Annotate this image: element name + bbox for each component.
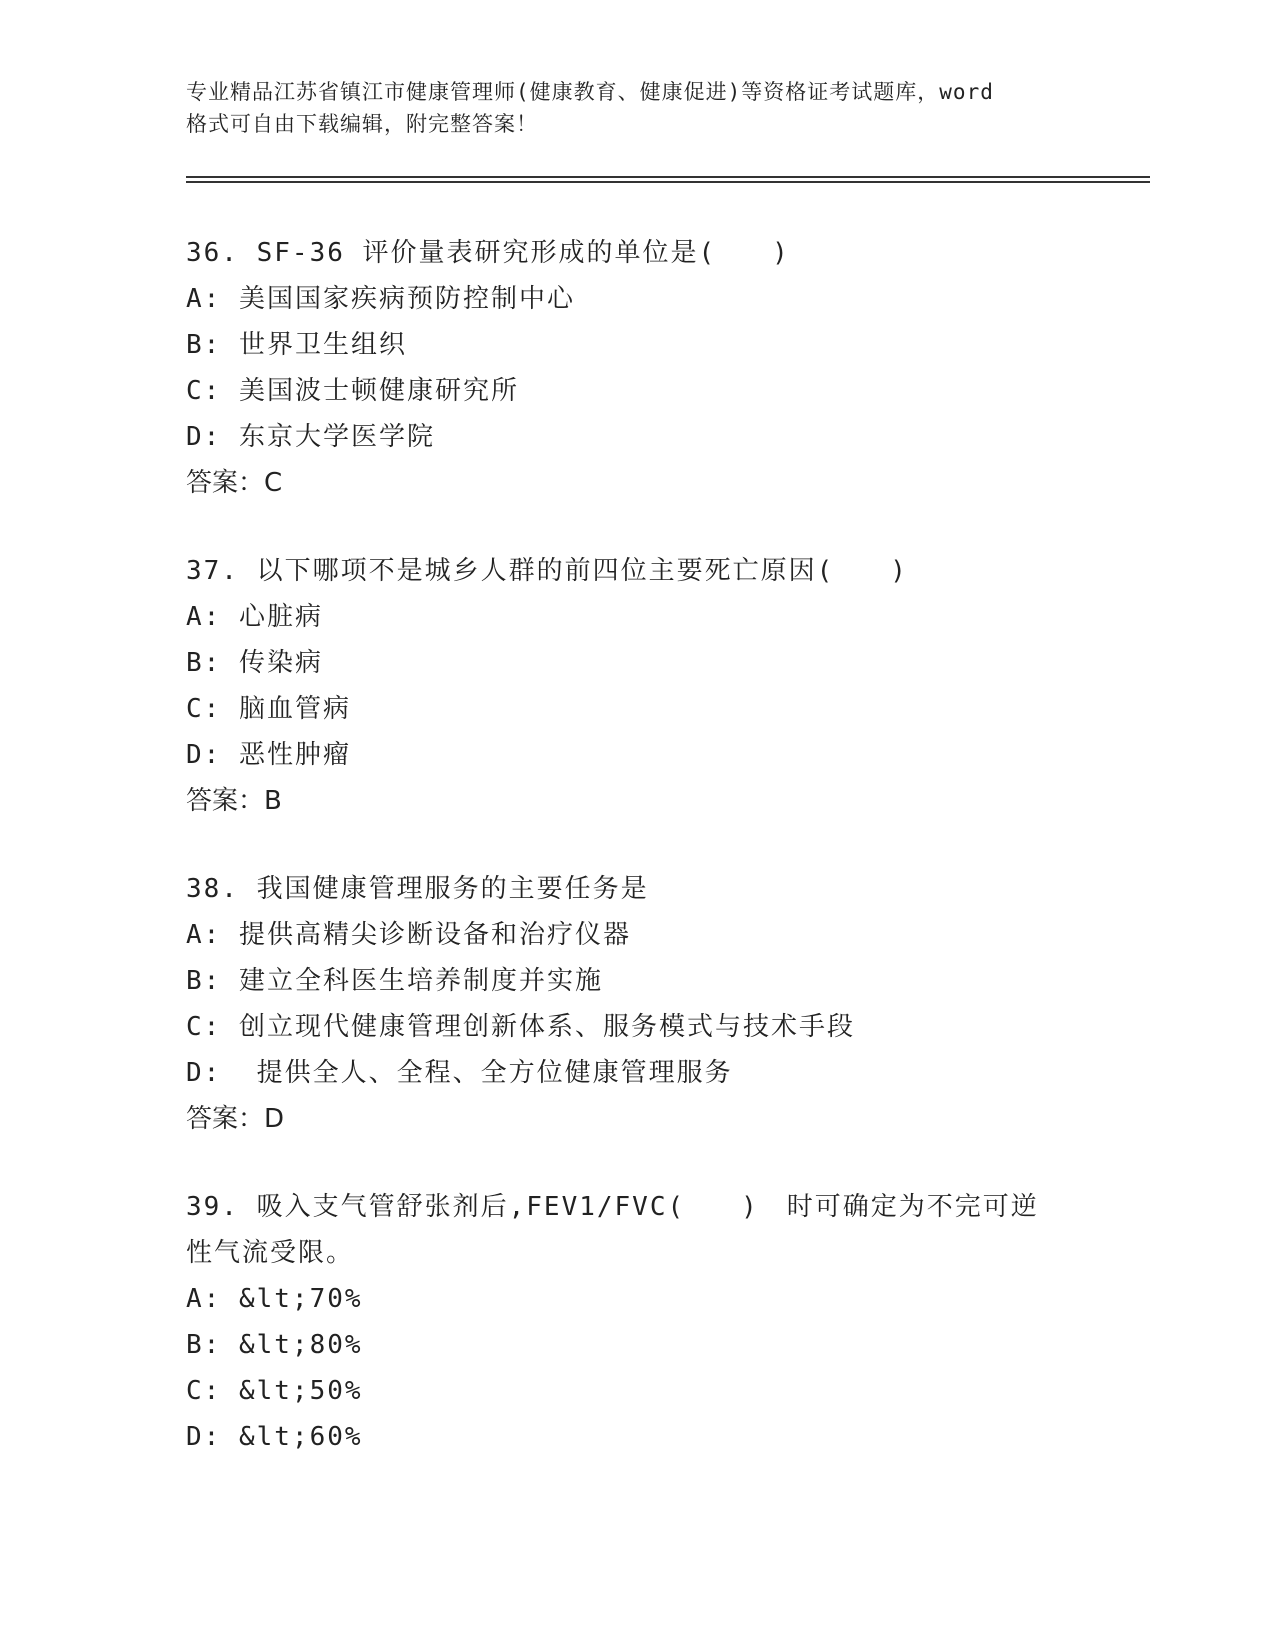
option-c: C: &lt;50% — [186, 1376, 363, 1406]
question-list — [186, 230, 1146, 1502]
option-a: A: 心脏病 — [186, 602, 323, 632]
header-divider-top — [186, 176, 1150, 178]
option-c: C: 脑血管病 — [186, 694, 351, 724]
question-stem: 36. SF-36 评价量表研究形成的单位是( ) — [186, 238, 790, 268]
option-c: C: 创立现代健康管理创新体系、服务模式与技术手段 — [186, 1012, 855, 1042]
question-38 — [186, 866, 1146, 1142]
question-stem: 39. 吸入支气管舒张剂后,FEV1/FVC( ) 时可确定为不完可逆性气流受限。 — [186, 1192, 1039, 1268]
option-d: D: 东京大学医学院 — [186, 422, 435, 452]
option-b: B: &lt;80% — [186, 1330, 363, 1360]
header-line-1: 专业精品江苏省镇江市健康管理师(健康教育、健康促进)等资格证考试题库，word — [186, 80, 994, 104]
answer: 答案：D — [186, 1104, 285, 1134]
option-a: A: 提供高精尖诊断设备和治疗仪器 — [186, 920, 631, 950]
option-b: B: 世界卫生组织 — [186, 330, 407, 360]
question-36 — [186, 230, 1146, 506]
option-d: D: &lt;60% — [186, 1422, 363, 1452]
question-39 — [186, 1184, 1146, 1460]
header-divider-bottom — [186, 181, 1150, 183]
option-d: D: 提供全人、全程、全方位健康管理服务 — [186, 1058, 733, 1088]
option-b: B: 建立全科医生培养制度并实施 — [186, 966, 603, 996]
header-line-2: 格式可自由下载编辑，附完整答案！ — [186, 112, 538, 136]
question-stem: 37. 以下哪项不是城乡人群的前四位主要死亡原因( ) — [186, 556, 908, 586]
option-a: A: &lt;70% — [186, 1284, 363, 1314]
question-37 — [186, 548, 1146, 824]
question-stem: 38. 我国健康管理服务的主要任务是 — [186, 874, 649, 904]
option-c: C: 美国波士顿健康研究所 — [186, 376, 519, 406]
option-d: D: 恶性肿瘤 — [186, 740, 351, 770]
answer: 答案：C — [186, 468, 283, 498]
option-a: A: 美国国家疾病预防控制中心 — [186, 284, 575, 314]
option-b: B: 传染病 — [186, 648, 323, 678]
document-header — [186, 76, 1086, 140]
answer: 答案：B — [186, 786, 282, 816]
